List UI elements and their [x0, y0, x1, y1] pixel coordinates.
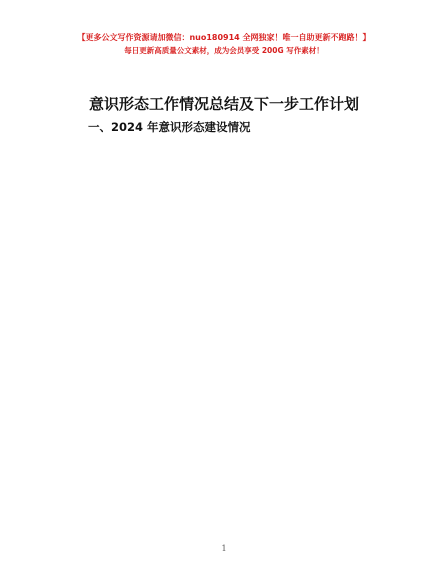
section-heading: 一、2024 年意识形态建设情况	[88, 120, 251, 134]
page-number: 1	[221, 544, 227, 553]
promo-banner-line2: 每日更新高质量公文素材，成为会员享受 200G 写作素材！	[124, 46, 324, 55]
document-title: 意识形态工作情况总结及下一步工作计划	[88, 95, 359, 113]
promo-banner-line1: 【更多公文写作资源请加微信：nuo180914 全网独家！唯一自助更新不跑路！】	[77, 33, 371, 42]
